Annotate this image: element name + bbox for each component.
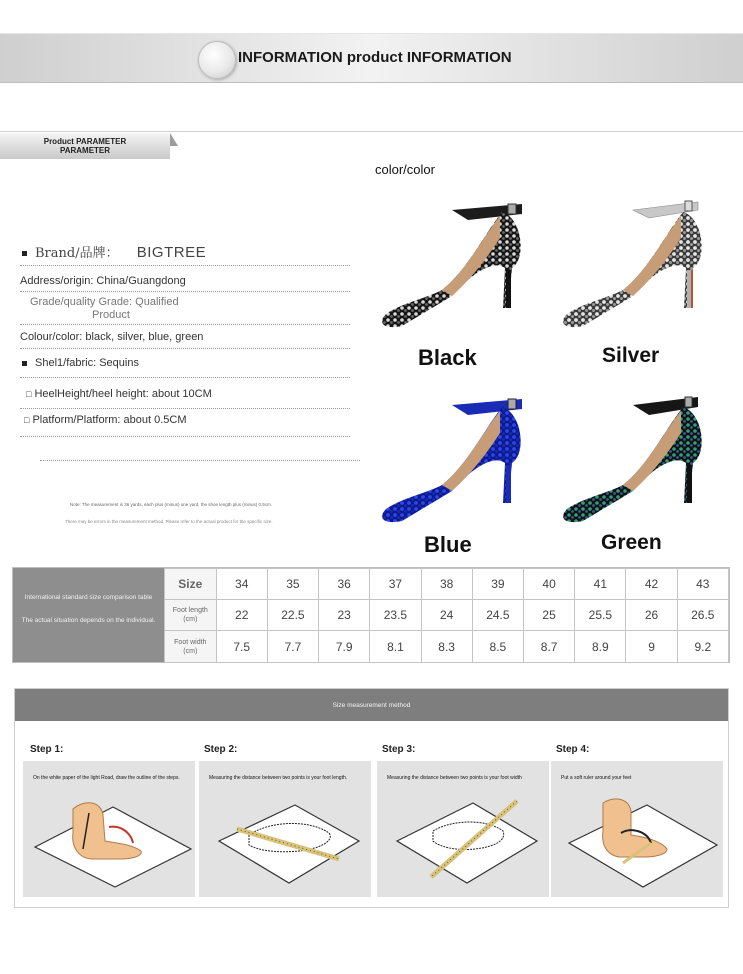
brand-value: BIGTREE — [136, 244, 207, 261]
size-cell: 34 — [216, 569, 267, 600]
row-header-size: Size — [165, 569, 217, 600]
size-cell: 36 — [319, 569, 370, 600]
step-2-card — [199, 761, 371, 897]
divider — [0, 131, 743, 132]
info-banner — [0, 33, 743, 83]
step-2-description: Measuring the distance between two points is your foot length. — [209, 775, 348, 781]
foot-length-cell: 26 — [626, 600, 677, 631]
box-bullet-icon: □ — [26, 389, 32, 399]
step-2-label: Step 2: — [204, 744, 238, 755]
step-3-description: Measuring the distance between two points is your foot width — [387, 775, 522, 781]
foot-width-cell: 8.5 — [472, 631, 523, 663]
size-cell: 35 — [267, 569, 318, 600]
dotted-divider — [20, 348, 350, 349]
heel-row — [26, 388, 212, 400]
shoe-green-image — [553, 393, 713, 528]
measurement-panel — [14, 688, 729, 908]
foot-width-cell: 8.3 — [421, 631, 472, 663]
color-label-silver: Silver — [602, 344, 660, 367]
step-3-outline-illustration — [377, 789, 549, 897]
dotted-divider — [40, 460, 360, 461]
banner-circle-icon — [198, 41, 236, 79]
shell-text: Shel1/fabric: Sequins — [35, 357, 139, 369]
grade-row: Grade/quality Grade: Qualified — [30, 296, 179, 308]
color-label-blue: Blue — [424, 532, 472, 557]
parameter-tab-tip — [170, 133, 178, 146]
foot-width-cell: 8.9 — [575, 631, 626, 663]
address-row: Address/origin: China/Guangdong — [20, 275, 186, 287]
size-table — [12, 567, 730, 663]
foot-length-cell: 25.5 — [575, 600, 626, 631]
step-1-foot-illustration — [23, 789, 195, 897]
dotted-divider — [20, 324, 350, 325]
foot-length-cell: 26.5 — [677, 600, 728, 631]
brand-label: Brand/品牌： — [35, 246, 119, 261]
size-cell: 43 — [677, 569, 728, 600]
parameter-tab-line2: PARAMETER — [59, 146, 111, 155]
shoe-silver-image — [553, 198, 713, 333]
dotted-divider — [20, 377, 350, 378]
foot-width-cell: 9 — [626, 631, 677, 663]
size-cell: 38 — [421, 569, 472, 600]
dotted-divider — [20, 291, 350, 292]
platform-text: Platform/Platform: about 0.5CM — [32, 414, 187, 426]
foot-length-cell: 22 — [216, 600, 267, 631]
color-title: color/color — [375, 162, 435, 177]
size-cell: 37 — [370, 569, 421, 600]
shoe-blue-image — [372, 393, 532, 528]
foot-length-unit: (cm) — [183, 616, 198, 623]
step-1-label: Step 1: — [30, 744, 64, 755]
step-3-label: Step 3: — [382, 744, 416, 755]
foot-length-cell: 24.5 — [472, 600, 523, 631]
foot-width-label: Foot width — [174, 638, 207, 646]
step-4-foot-illustration — [551, 789, 723, 897]
step-3-card — [377, 761, 549, 897]
foot-length-label: Foot length — [172, 607, 208, 614]
foot-width-cell: 8.7 — [524, 631, 575, 663]
row-header-foot-length — [165, 600, 217, 631]
size-table-side-panel — [13, 568, 164, 662]
foot-width-cell: 7.5 — [216, 631, 267, 663]
step-4-card — [551, 761, 723, 897]
size-cell: 41 — [575, 569, 626, 600]
measurement-note: Note: The measurement is 36 yards, each plus (minus) one yard, the shoe length plus (minus) 0.5cm. — [70, 502, 273, 507]
foot-width-unit: (cm) — [183, 647, 198, 655]
step-1-description: On the white paper of the light Road, draw the outline of the steps. — [33, 775, 180, 781]
size-table-note: The actual situation depends on the individual. — [21, 617, 156, 624]
parameter-tab — [0, 133, 170, 159]
foot-length-cell: 23 — [319, 600, 370, 631]
box-bullet-icon: □ — [24, 415, 30, 425]
size-grid — [164, 568, 729, 663]
measurement-title: Size measurement method — [15, 689, 728, 721]
color-label-green: Green — [601, 531, 662, 554]
step-2-outline-illustration — [199, 789, 371, 897]
foot-width-cell: 7.7 — [267, 631, 318, 663]
brand-row — [22, 242, 206, 261]
color-label-black: Black — [418, 345, 477, 370]
foot-width-cell: 7.9 — [319, 631, 370, 663]
dotted-divider — [20, 408, 350, 409]
shoe-black-image — [372, 198, 532, 333]
size-cell: 40 — [524, 569, 575, 600]
colour-row: Colour/color: black, silver, blue, green — [20, 331, 204, 343]
foot-length-cell: 23.5 — [370, 600, 421, 631]
foot-width-cell: 8.1 — [370, 631, 421, 663]
size-cell: 42 — [626, 569, 677, 600]
row-header-foot-width — [165, 631, 217, 663]
size-table-title: International standard size comparison table — [24, 594, 153, 601]
foot-length-cell: 24 — [421, 600, 472, 631]
banner-title: INFORMATION product INFORMATION — [238, 49, 512, 66]
parameter-tab-line1: Product PARAMETER — [43, 137, 127, 146]
step-4-description: Put a soft ruler around your feet — [561, 775, 632, 781]
foot-length-cell: 22.5 — [267, 600, 318, 631]
dotted-divider — [20, 436, 350, 437]
platform-row — [24, 414, 187, 426]
heel-text: HeelHeight/heel height: about 10CM — [34, 388, 212, 400]
dotted-divider — [20, 265, 350, 266]
square-bullet-icon — [22, 251, 27, 256]
step-1-card — [23, 761, 195, 897]
foot-width-cell: 9.2 — [677, 631, 728, 663]
error-note: There may be errors in the measurement method. Please refer to the actual product for the specific size. — [65, 519, 273, 524]
step-4-label: Step 4: — [556, 744, 590, 755]
shell-row — [22, 357, 139, 369]
size-cell: 39 — [472, 569, 523, 600]
square-bullet-icon — [22, 361, 27, 366]
grade-row-cont: Product — [92, 309, 130, 321]
foot-length-cell: 25 — [524, 600, 575, 631]
